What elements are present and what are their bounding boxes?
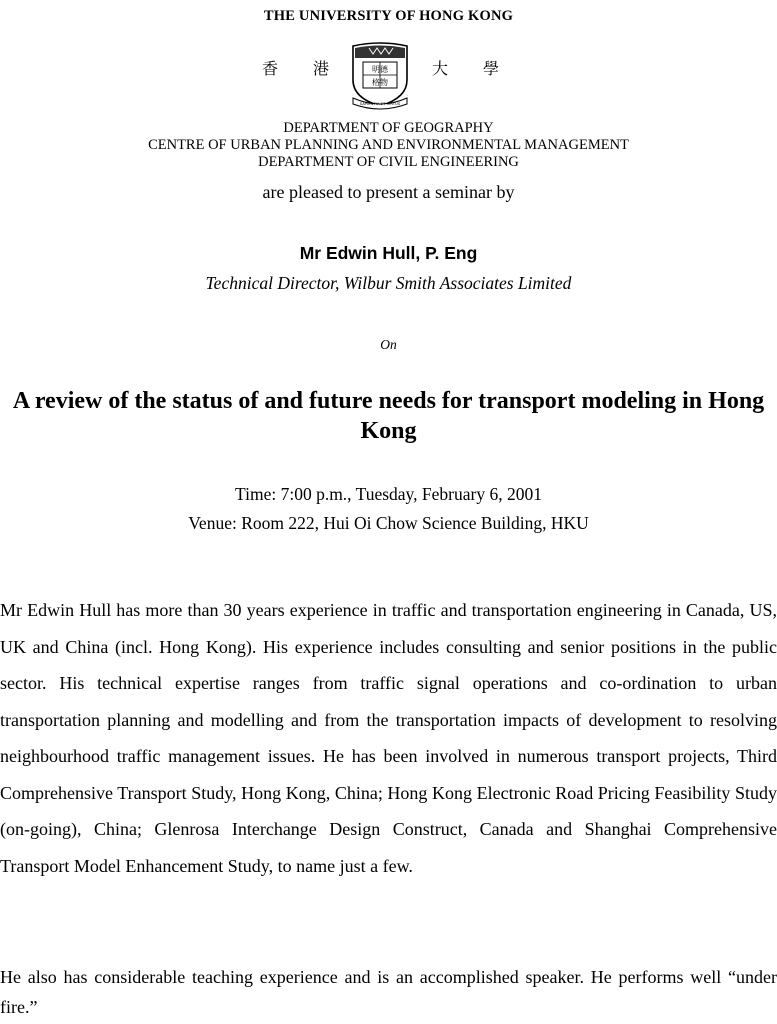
seminar-title: A review of the status of and future needs for transport modeling in Hong Kong xyxy=(12,388,765,444)
department-line: DEPARTMENT OF CIVIL ENGINEERING xyxy=(258,154,519,170)
speaker-name: Mr Edwin Hull, P. Eng xyxy=(299,243,478,263)
cjk-char-1: 香 xyxy=(262,59,279,78)
intro-text: are pleased to present a seminar by xyxy=(262,182,515,202)
crest-text-top: 明德 xyxy=(372,65,388,74)
department-line: DEPARTMENT OF GEOGRAPHY xyxy=(283,120,494,136)
university-crest-icon xyxy=(347,40,413,110)
cjk-char-2: 港 xyxy=(313,59,330,78)
cjk-char-3: 大 xyxy=(432,59,449,78)
department-line: CENTRE OF URBAN PLANNING AND ENVIRONMENTAL MANAGEMENT xyxy=(148,137,629,153)
crest-text-bottom: 格物 xyxy=(372,78,388,87)
crest-row xyxy=(0,40,777,110)
speaker-title: Technical Director, Wilbur Smith Associates Limited xyxy=(205,273,572,293)
seminar-venue: Venue: Room 222, Hui Oi Chow Science Building, HKU xyxy=(188,513,589,533)
seminar-time: Time: 7:00 p.m., Tuesday, February 6, 2001 xyxy=(235,484,542,504)
speaker-bio-paragraph-2: He also has considerable teaching experience and is an accomplished speaker. He performs well “under fire.” xyxy=(0,967,777,1017)
speaker-bio-paragraph: Mr Edwin Hull has more than 30 years experience in traffic and transportation engineering in Canada, US, UK and China (incl. Hong Kong). His experience includes consulting and senior positions in the public sector. His technical expertise ranges from traffic signal operations and co-ordination to urban transportation planning and modelling and from the transportation impacts of development to resolving neighbourhood traffic management issues. He has been involved in numerous transport projects, Third Comprehensive Transport Study, Hong Kong, China; Hong Kong Electronic Road Pricing Feasibility Study (on-going), China; Glenrosa Interchange Design Construct, Canada and Shanghai Comprehensive Transport Model Enhancement Study, to name just a few. xyxy=(0,600,777,876)
university-name: THE UNIVERSITY OF HONG KONG xyxy=(263,8,514,24)
department-list xyxy=(0,120,777,171)
crest-motto: SAPIENTIA ET VIRTUS xyxy=(359,101,401,106)
cjk-char-4: 學 xyxy=(483,59,500,78)
on-label: On xyxy=(380,337,397,352)
